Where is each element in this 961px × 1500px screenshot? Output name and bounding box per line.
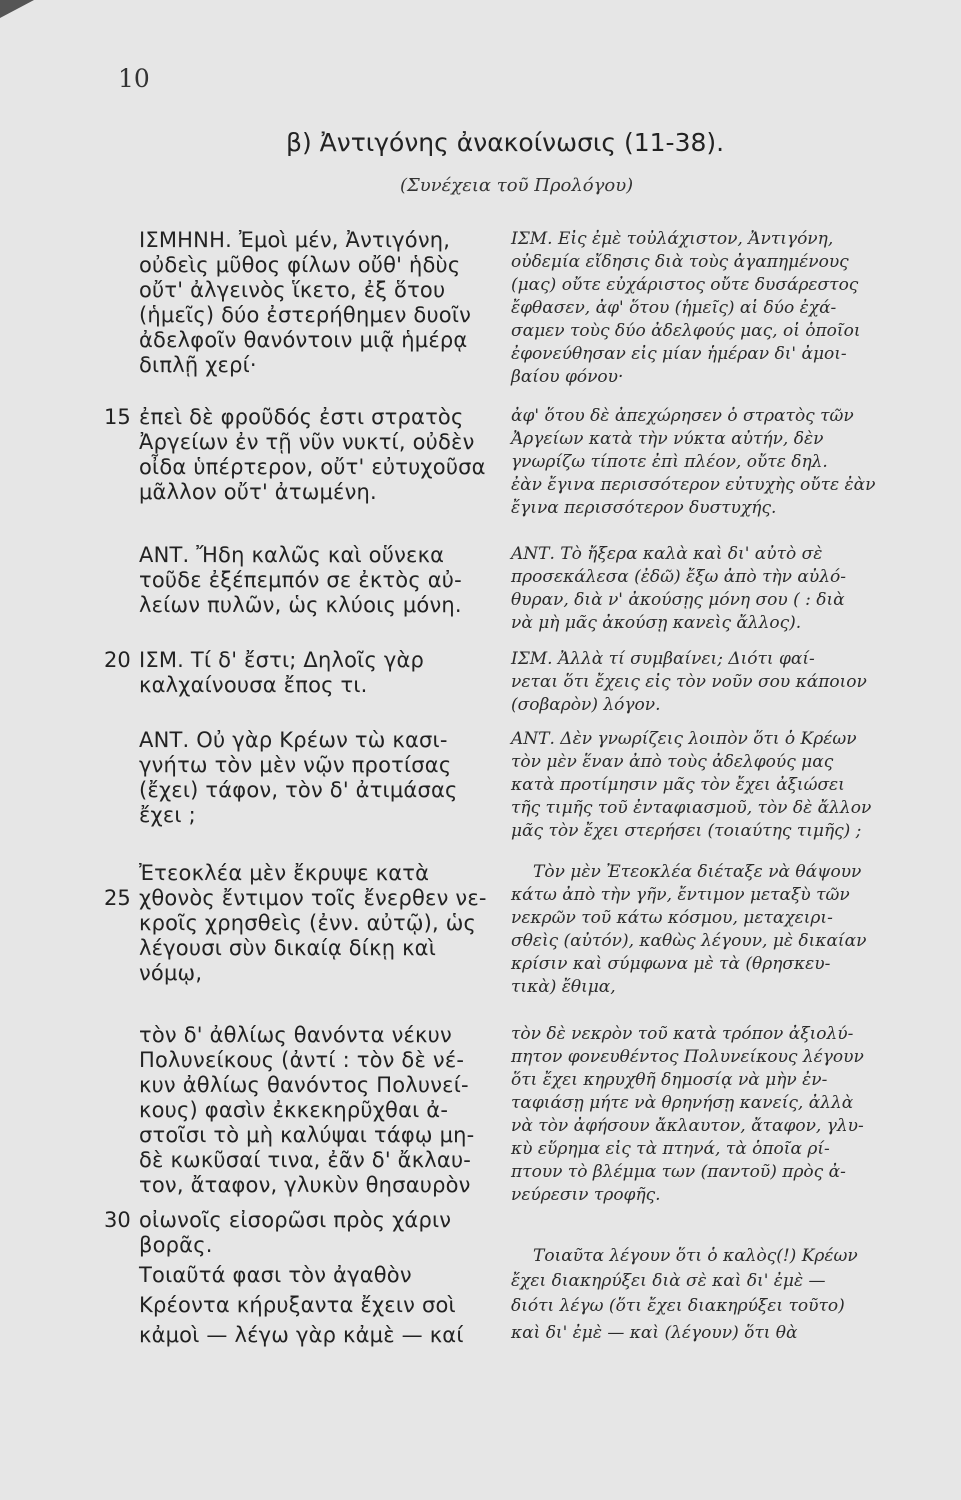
text-line: ΑΝΤ. Οὐ γὰρ Κρέων τὼ κασι- [139, 728, 448, 752]
text-line: καλχαίνουσα ἔπος τι. [139, 673, 368, 697]
translation-line: ἔχει διακηρύξει διὰ σὲ καὶ δι' ἐμὲ — [511, 1271, 826, 1291]
translation-line: πητον φονευθέντος Πολυνείκους λέγουν [511, 1047, 864, 1067]
text-line: τον, ἄταφον, γλυκὺν θησαυρὸν [139, 1173, 471, 1197]
text-line: ΙΣΜΗΝΗ. Ἐμοὶ μέν, Ἀντιγόνη, [139, 228, 451, 252]
translation-line: ΙΣΜ. Εἰς ἐμὲ τοὐλάχιστον, Ἀντιγόνη, [511, 229, 834, 249]
text-line: κροῖς χρησθεὶς (ἐνν. αὐτῷ), ὡς [139, 911, 477, 935]
text-line: οἰωνοῖς εἰσορῶσι πρὸς χάριν [139, 1208, 452, 1232]
translation-line: τικὰ) ἔθιμα, [511, 977, 616, 997]
translation-line: καὶ δι' ἐμὲ — καὶ (λέγουν) ὅτι θὰ [511, 1323, 798, 1343]
text-line: λέγουσι σὺν δικαίᾳ δίκῃ καὶ [139, 936, 437, 960]
translation-line: σαμεν τοὺς δύο ἀδελφούς μας, οἱ ὁποῖοι [511, 321, 861, 341]
translation-line: ἐφονεύθησαν εἰς μίαν ἡμέραν δι' ἀμοι- [511, 344, 847, 364]
page-number: 10 [118, 64, 150, 93]
translation-line: βαίου φόνου· [511, 367, 624, 387]
translation-line: κρίσιν καὶ σύμφωνα μὲ τὰ (θρησκευ- [511, 954, 831, 974]
translation-line: (σοβαρὸν) λόγον. [511, 695, 661, 715]
translation-line: διότι λέγω (ὅτι ἔχει διακηρύξει τοῦτο) [511, 1296, 845, 1316]
translation-line: κάτω ἀπὸ τὴν γῆν, ἔντιμον μεταξὺ τῶν [511, 885, 850, 905]
line-number: 25 [104, 886, 131, 910]
translation-line: νεύρεσιν τροφῆς. [511, 1185, 661, 1205]
translation-line: ἀφ' ὅτου δὲ ἀπεχώρησεν ὁ στρατὸς τῶν [511, 406, 854, 426]
text-line: Ἐτεοκλέα μὲν ἔκρυψε κατὰ [139, 861, 430, 885]
translation-line: νὰ μὴ μᾶς ἀκούσῃ κανεὶς ἄλλος). [511, 613, 802, 633]
translation-line: ΙΣΜ. Ἀλλὰ τί συμβαίνει; Διότι φαί- [511, 649, 815, 669]
translation-line: γνωρίζω τίποτε ἐπὶ πλέον, οὔτε δηλ. [511, 452, 828, 472]
text-line: ἔχει ; [139, 803, 196, 827]
text-line: ΑΝΤ. Ἤδη καλῶς καὶ οὕνεκα [139, 543, 445, 567]
text-line: Κρέοντα κήρυξαντα ἔχειν σοὶ [139, 1293, 456, 1317]
text-line: κἀμοὶ — λέγω γὰρ κἀμὲ — καί [139, 1323, 464, 1347]
text-line: βορᾶς. [139, 1233, 213, 1257]
translation-line: Ἀργείων κατὰ τὴν νύκτα αὐτήν, δὲν [511, 429, 824, 449]
page-corner-mark [0, 0, 34, 18]
translation-line: νεκρῶν τοῦ κάτω κόσμου, μεταχειρι- [511, 908, 833, 928]
text-line: ἀδελφοῖν θανόντοιν μιᾷ ἡμέρᾳ [139, 328, 468, 352]
text-line: στοῖσι τὸ μὴ καλύψαι τάφῳ μη- [139, 1123, 475, 1147]
text-line: Τοιαῦτά φασι τὸν ἀγαθὸν [139, 1263, 412, 1287]
line-number: 15 [104, 405, 131, 429]
text-line: οἶδα ὑπέρτερον, οὔτ' εὐτυχοῦσα [139, 455, 486, 479]
section-heading: β) Ἀντιγόνης ἀνακοίνωσις (11-38). [286, 128, 725, 157]
translation-line: οὐδεμία εἴδησις διὰ τοὺς ἀγαπημένους [511, 252, 849, 272]
translation-line: κὺ εὕρημα εἰς τὰ πτηνά, τὰ ὁποῖα ρί- [511, 1139, 830, 1159]
translation-line: ὅτι ἔχει κηρυχθῆ δημοσίᾳ νὰ μὴν ἐν- [511, 1070, 828, 1090]
text-line: Ἀργείων ἐν τῇ νῦν νυκτί, οὐδὲν [139, 430, 475, 454]
translation-line: νεται ὅτι ἔχεις εἰς τὸν νοῦν σου κάποιον [511, 672, 867, 692]
text-line: Πολυνείκους (ἀντί : τὸν δὲ νέ- [139, 1048, 465, 1072]
line-number: 30 [104, 1208, 131, 1232]
translation-line: ΑΝΤ. Δὲν γνωρίζεις λοιπὸν ὅτι ὁ Κρέων [511, 729, 857, 749]
text-line: (ἡμεῖς) δύο ἐστερήθημεν δυοῖν [139, 303, 472, 327]
text-line: μᾶλλον οὔτ' ἀτωμένη. [139, 480, 377, 504]
translation-line: προσεκάλεσα (ἐδῶ) ἔξω ἀπὸ τὴν αὐλό- [511, 567, 846, 587]
translation-line: κατὰ προτίμησιν μᾶς τὸν ἔχει ἀξιώσει [511, 775, 845, 795]
text-line: ΙΣΜ. Τί δ' ἔστι; Δηλοῖς γὰρ [139, 648, 425, 672]
text-line: κυν ἀθλίως θανόντος Πολυνεί- [139, 1073, 469, 1097]
translation-line: ἐὰν ἔγινα περισσότερον εὐτυχὴς οὔτε ἐὰν [511, 475, 876, 495]
translation-line: ΑΝΤ. Τὸ ἤξερα καλὰ καὶ δι' αὐτὸ σὲ [511, 544, 823, 564]
translation-line: Τοιαῦτα λέγουν ὅτι ὁ καλὸς(!) Κρέων [533, 1246, 858, 1266]
text-line: οὔτ' ἀλγεινὸς ἵκετο, ἐξ ὅτου [139, 278, 446, 302]
translation-line: πτουν τὸ βλέμμα των (παντοῦ) πρὸς ἀ- [511, 1162, 846, 1182]
text-line: οὐδεὶς μῦθος φίλων οὔθ' ἡδὺς [139, 253, 461, 277]
text-line: χθονὸς ἔντιμον τοῖς ἔνερθεν νε- [139, 886, 487, 910]
text-line: νόμῳ, [139, 961, 203, 985]
text-line: τὸν δ' ἀθλίως θανόντα νέκυν [139, 1023, 452, 1047]
text-line: (ἔχει) τάφον, τὸν δ' ἀτιμάσας [139, 778, 458, 802]
text-line: ἐπεὶ δὲ φροῦδός ἐστι στρατὸς [139, 405, 464, 429]
text-line: κους) φασὶν ἐκκεκηρῦχθαι ἀ- [139, 1098, 449, 1122]
translation-line: θυραν, διὰ ν' ἀκούσῃς μόνη σου ( : διὰ [511, 590, 845, 610]
translation-line: ἔφθασεν, ἀφ' ὅτου (ἡμεῖς) αἱ δύο ἐχά- [511, 298, 837, 318]
text-line: διπλῇ χερί· [139, 353, 257, 377]
translation-line: μᾶς τὸν ἔχει στερήσει (τοιαύτης τιμῆς) ; [511, 821, 862, 841]
translation-line: σθεὶς (αὐτόν), καθὼς λέγουν, μὲ δικαίαν [511, 931, 867, 951]
translation-line: τῆς τιμῆς τοῦ ἐνταφιασμοῦ, τὸν δὲ ἄλλον [511, 798, 872, 818]
translation-line: νὰ τὸν ἀφήσουν ἄκλαυτον, ἄταφον, γλυ- [511, 1116, 864, 1136]
text-line: γνήτω τὸν μὲν νῷν προτίσας [139, 753, 452, 777]
line-number: 20 [104, 648, 131, 672]
translation-line: τὸν μὲν ἕναν ἀπὸ τοὺς ἀδελφούς μας [511, 752, 834, 772]
translation-line: Τὸν μὲν Ἐτεοκλέα διέταξε νὰ θάψουν [533, 862, 862, 882]
text-line: τοῦδε ἐξέπεμπόν σε ἐκτὸς αὐ- [139, 568, 462, 592]
text-line: λείων πυλῶν, ὡς κλύοις μόνη. [139, 593, 462, 617]
text-line: δὲ κωκῦσαί τινα, ἐᾶν δ' ἄκλαυ- [139, 1148, 472, 1172]
section-subheading: (Συνέχεια τοῦ Προλόγου) [400, 175, 634, 196]
translation-line: (μας) οὔτε εὐχάριστος οὔτε δυσάρεστος [511, 275, 859, 295]
translation-line: ταφιάσῃ μήτε νὰ θρηνήσῃ κανείς, ἀλλὰ [511, 1093, 854, 1113]
translation-line: τὸν δὲ νεκρὸν τοῦ κατὰ τρόπον ἀξιολύ- [511, 1024, 854, 1044]
translation-line: ἔγινα περισσότερον δυστυχής. [511, 498, 777, 518]
